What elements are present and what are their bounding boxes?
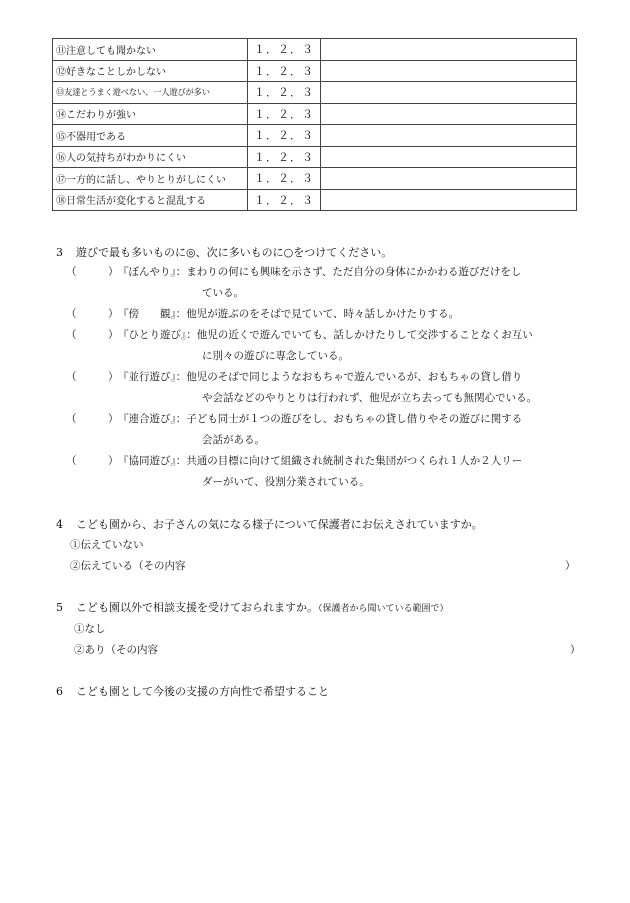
play-item-row (66, 306, 459, 321)
answer-parentheses[interactable]: （ ） (66, 455, 119, 467)
item-label: ⑪注意しても聞かない (53, 39, 248, 61)
section-title: こども園以外で相談支援を受けておられますか。 (76, 601, 318, 614)
rating-scale: １．２．３ (248, 125, 321, 147)
section-number: 6 (56, 685, 63, 698)
item-label: ⑭こだわりが強い (53, 103, 248, 125)
section-number: 3 (56, 246, 63, 259)
play-item-row (66, 369, 522, 384)
answer-cell[interactable] (321, 168, 577, 190)
play-description: ：他児のそばで同じようなおもちゃで遊んでいるが、おもちゃの貸し借り (175, 371, 523, 383)
option-none[interactable]: ①なし (74, 623, 106, 635)
play-item-row (66, 327, 533, 342)
section-note: （保護者から聞いている範囲で） (318, 604, 449, 614)
answer-cell[interactable] (321, 60, 577, 82)
answer-cell[interactable] (321, 103, 577, 125)
play-description-cont: 会話がある。 (202, 434, 265, 446)
section-number: 5 (56, 601, 63, 614)
rating-scale: １．２．３ (248, 168, 321, 190)
item-label: ⑱日常生活が変化すると混乱する (53, 189, 248, 211)
rating-scale: １．２．３ (248, 39, 321, 61)
play-description-cont: ダーがいて、役割分業されている。 (202, 476, 370, 488)
play-description: ：共通の目標に向けて組織され統制された集団がつくられ１人か２人リー (175, 455, 523, 467)
answer-cell[interactable] (321, 146, 577, 168)
play-item-row (66, 264, 521, 279)
play-label: 『ぼんやり』 (118, 266, 176, 278)
answer-parentheses[interactable]: （ ） (66, 329, 119, 341)
table-row (53, 168, 577, 190)
table-row (53, 103, 577, 125)
section-title: こども園として今後の支援の方向性で希望すること (76, 685, 329, 698)
item-label: ⑯人の気持ちがわかりにくい (53, 146, 248, 168)
table-row (53, 125, 577, 147)
table-row (53, 60, 577, 82)
answer-cell[interactable] (321, 125, 577, 147)
closing-paren: ） (565, 560, 576, 572)
play-item-row (66, 453, 522, 468)
section-title: 遊びで最も多いものに◎、次に多いものに○をつけてください。 (76, 246, 393, 259)
answer-parentheses[interactable]: （ ） (66, 413, 119, 425)
rating-scale: １．２．３ (248, 103, 321, 125)
table-row (53, 39, 577, 61)
option-yes[interactable]: ②あり（その内容 (74, 644, 158, 656)
answer-cell[interactable] (321, 82, 577, 104)
answer-cell[interactable] (321, 189, 577, 211)
table-row (53, 82, 577, 104)
table-row (53, 189, 577, 211)
item-label: ⑮不器用である (53, 125, 248, 147)
rating-scale: １．２．３ (248, 60, 321, 82)
play-description-cont: ている。 (202, 287, 244, 299)
answer-parentheses[interactable]: （ ） (66, 308, 119, 320)
rating-scale: １．２．３ (248, 146, 321, 168)
play-label: 『傍 観』 (118, 308, 176, 320)
rating-scale: １．２．３ (248, 189, 321, 211)
play-description-cont: や会話などのやりとりは行われず、他児が立ち去っても無関心でいる。 (202, 392, 538, 404)
play-item-row (66, 411, 522, 426)
rating-table (52, 38, 577, 211)
rating-scale: １．２．３ (248, 82, 321, 104)
section-4-heading (56, 516, 483, 532)
play-label: 『協同遊び』 (118, 455, 176, 467)
play-description: ：まわりの何にも興味を示さず、ただ自分の身体にかかわる遊びだけをし (175, 266, 522, 278)
option-not-informed[interactable]: ①伝えていない (70, 539, 144, 551)
table-row (53, 146, 577, 168)
section-3-heading (56, 244, 392, 260)
section-number: 4 (56, 518, 63, 531)
play-description: ：他児の近くで遊んでいても、話しかけたりして交渉することなくお互い (186, 329, 533, 341)
play-label: 『並行遊び』 (118, 371, 176, 383)
answer-parentheses[interactable]: （ ） (66, 371, 119, 383)
closing-paren: ） (570, 644, 581, 656)
play-description: ：他児が遊ぶのをそばで見ていて、時々話しかけたりする。 (175, 308, 460, 320)
section-5-heading (56, 599, 449, 615)
play-description-cont: に別々の遊びに専念している。 (202, 350, 349, 362)
answer-cell[interactable] (321, 39, 577, 61)
item-label: ⑫好きなことしかしない (53, 60, 248, 82)
item-label: ⑬友達とうまく遊べない、一人遊びが多い (53, 82, 248, 104)
section-6-heading (56, 683, 329, 699)
play-description: ：子ども同士が１つの遊びをし、おもちゃの貸し借りやその遊びに関する (175, 413, 523, 425)
answer-parentheses[interactable]: （ ） (66, 266, 119, 278)
play-label: 『連合遊び』 (118, 413, 176, 425)
section-title: こども園から、お子さんの気になる様子について保護者にお伝えされていますか。 (76, 518, 483, 531)
play-label: 『ひとり遊び』 (118, 329, 187, 341)
option-informed[interactable]: ②伝えている（その内容 (70, 560, 186, 572)
item-label: ⑰一方的に話し、やりとりがしにくい (53, 168, 248, 190)
